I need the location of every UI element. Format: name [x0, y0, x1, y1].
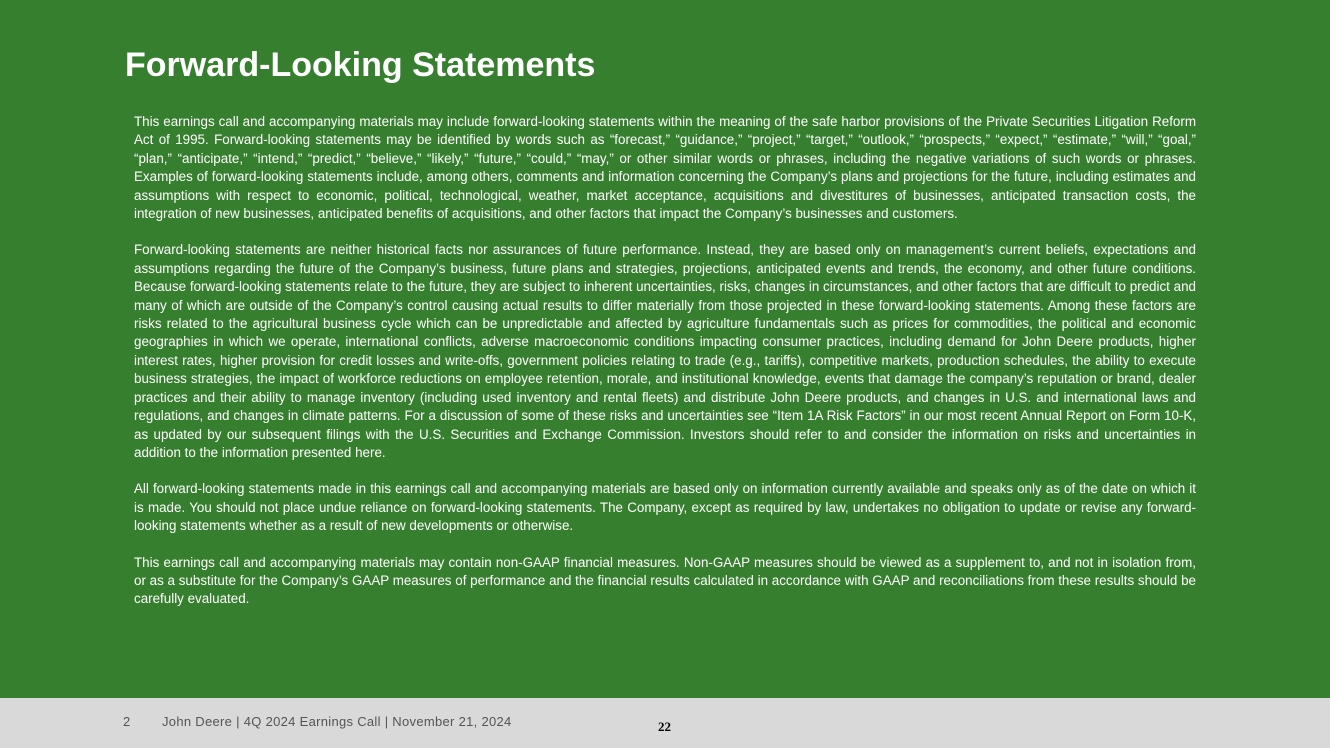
- slide-footer: [0, 698, 1330, 748]
- footer-caption: John Deere | 4Q 2024 Earnings Call | November 21, 2024: [162, 714, 512, 729]
- slide-title: Forward-Looking Statements: [125, 46, 596, 84]
- paragraph-forward-looking-intro: This earnings call and accompanying materials may include forward-looking statements within the meaning of the safe harbor provisions of the Private Securities Litigation Reform Act of 1995. Forward-looking statements may be identified by words such as “forecast,” “guidance,” “project,” “target,” “outlook,” “prospects,” “expect,” “estimate,” “will,” “goal,” “plan,” “anticipate,” “intend,” “predict,” “believe,” “likely,” “future,” “could,” “may,” or other similar words or phrases, including the negative variations of such words or phrases. Examples of forward-looking statements include, among others, comments and information concerning the Company’s plans and projections for the future, including estimates and assumptions with respect to economic, political, technological, weather, market acceptance, acquisitions and divestitures of businesses, anticipated transaction costs, the integration of new businesses, anticipated benefits of acquisitions, and other factors that impact the Company’s businesses and customers.: [134, 114, 1196, 222]
- page-reference: 22: [658, 719, 671, 734]
- slide-number: 2: [123, 714, 131, 729]
- paragraph-risk-factors: Forward-looking statements are neither historical facts nor assurances of future performance. Instead, they are based only on management’s current beliefs, expectations and assumptions regarding the future of the Company’s business, future plans and strategies, projections, anticipated events and trends, the economy, and other future conditions. Because forward-looking statements relate to the future, they are subject to inherent uncertainties, risks, changes in circumstances, and other factors that are difficult to predict and many of which are outside of the Company’s control causing actual results to differ materially from those projected in these forward-looking statements. Among these factors are risks related to the agricultural business cycle which can be unpredictable and affected by agriculture fundamentals such as prices for commodities, the political and economic geographies in which we operate, international conflicts, adverse macroeconomic conditions impacting consumer practices, including demand for John Deere products, higher interest rates, higher provision for credit losses and write-offs, government policies relating to trade (e.g., tariffs), competitive markets, production schedules, the ability to execute business strategies, the impact of workforce reductions on employee retention, morale, and institutional knowledge, events that damage the company’s reputation or brand, dealer practices and their ability to manage inventory (including used inventory and rental fleets) and distribute John Deere products, and changes in U.S. and international laws and regulations, and changes in climate patterns. For a discussion of some of these risks and uncertainties see “Item 1A Risk Factors” in our most recent Annual Report on Form 10-K, as updated by our subsequent filings with the U.S. Securities and Exchange Commission. Investors should refer to and consider the information on risks and uncertainties in addition to the information presented here.: [134, 242, 1196, 460]
- paragraph-non-gaap: This earnings call and accompanying materials may contain non-GAAP financial measures. Non-GAAP measures should be viewed as a supplement to, and not in isolation from, or as a substitute for the Company’s GAAP measures of performance and the financial results calculated in accordance with GAAP and reconciliations from these results should be carefully evaluated.: [134, 554, 1196, 607]
- paragraph-reliance: All forward-looking statements made in this earnings call and accompanying materials are based only on information currently available and speaks only as of the date on which it is made. You should not place undue reliance on forward-looking statements. The Company, except as required by law, undertakes no obligation to update or revise any forward-looking statements whether as a result of new developments or otherwise.: [134, 481, 1196, 534]
- disclaimer-body: [134, 113, 1196, 609]
